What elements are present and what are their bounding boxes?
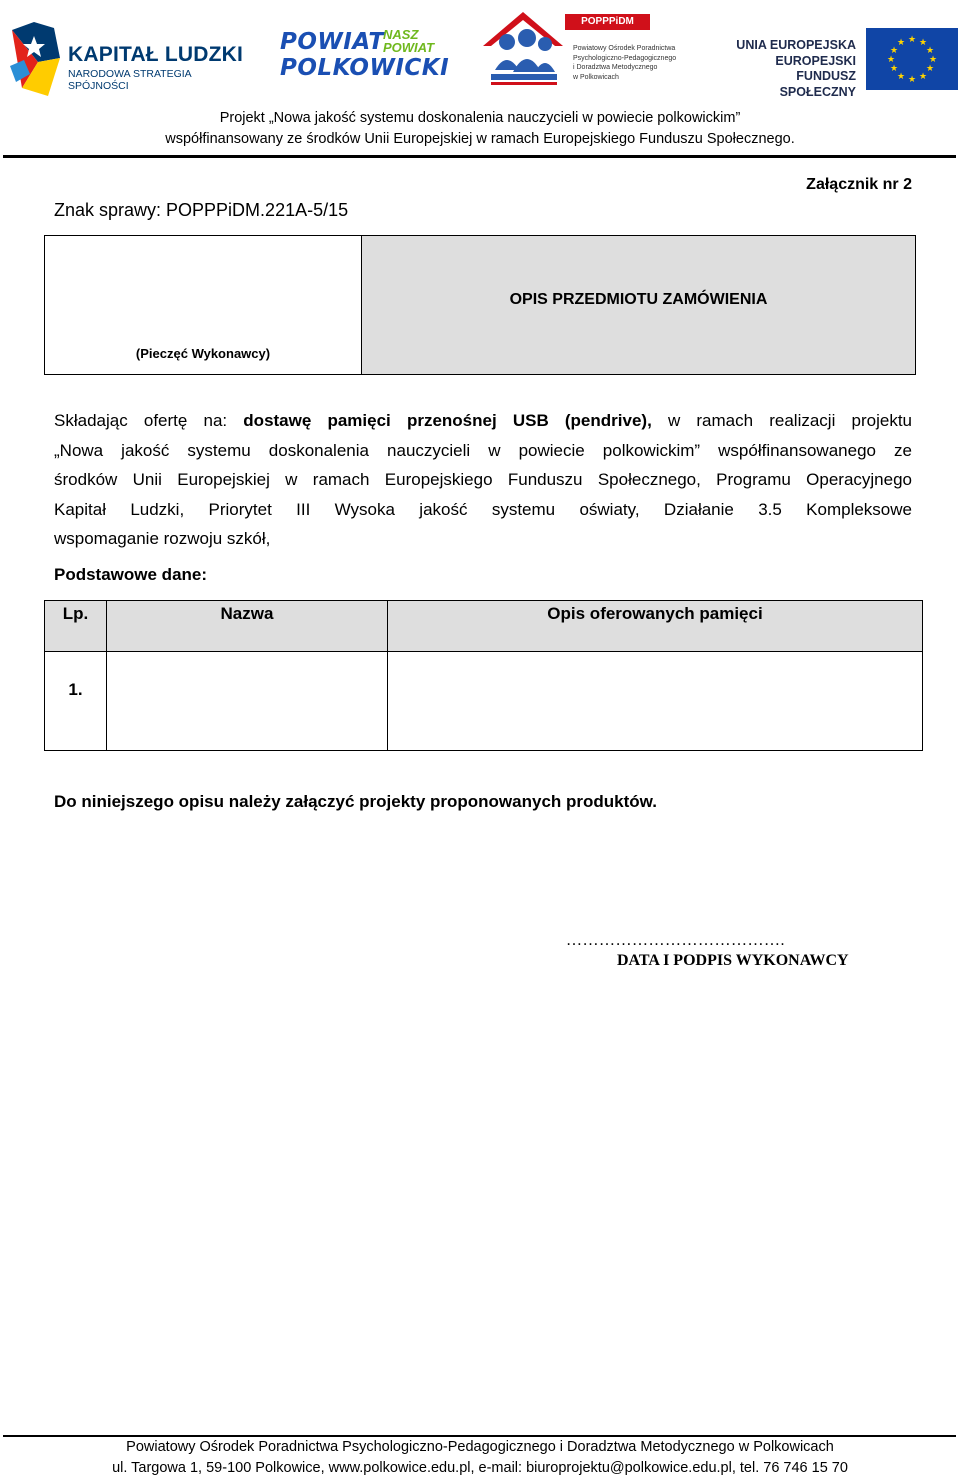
svg-text:★: ★ [889, 46, 899, 56]
column-header-name: Nazwa [220, 604, 274, 623]
powiat-second: POWIAT [383, 40, 435, 55]
poppidm-description [573, 44, 678, 82]
kapital-ludzki-star-icon [8, 18, 60, 98]
svg-text:★: ★ [889, 64, 899, 74]
poppidm-emblem-icon [483, 10, 563, 90]
paragraph-line [54, 406, 912, 436]
name-cell[interactable] [107, 652, 387, 750]
powiat-polkowicki-logo [280, 27, 450, 84]
row-number: 1. [68, 680, 83, 699]
polkowicki-word: POLKOWICKI [280, 55, 450, 81]
header-divider [3, 155, 956, 158]
eu-social-fund-logo [728, 28, 960, 99]
project-cofinance-line: współfinansowany ze środków Unii Europejskiej w ramach Europejskiego Funduszu Społecznego. [165, 131, 795, 147]
svg-text:★: ★ [925, 46, 935, 56]
paragraph-text: w ramach realizacji projektu [651, 411, 913, 430]
poppidm-banner: POPPPiDM [565, 14, 650, 30]
poppidm-line: Psychologiczno-Pedagogicznego [573, 54, 677, 62]
column-header-description: Opis oferowanych pamięci [547, 604, 763, 623]
poppidm-line: w Polkowicach [573, 73, 619, 81]
svg-text:★: ★ [918, 38, 928, 48]
powiat-word: POWIAT [280, 29, 385, 55]
items-table [44, 600, 923, 751]
footer-divider [3, 1435, 956, 1437]
paragraph-subject: dostawę pamięci przenośnej USB (pendrive), [243, 411, 652, 430]
paragraph-line: środków Unii Europejskiej w ramach Europejskiego Funduszu Społecznego, Programu Operacyjnego [54, 470, 912, 489]
document-title: OPIS PRZEDMIOTU ZAMÓWIENIA [509, 291, 768, 308]
stamp-label: (Pieczęć Wykonawcy) [135, 346, 271, 361]
svg-text:★: ★ [907, 35, 917, 45]
eu-flag-icon [866, 28, 958, 90]
offer-paragraph [54, 406, 912, 554]
powiat-nasz: NASZ [383, 27, 419, 42]
header-table [44, 235, 916, 375]
attachment-label: Załącznik nr 2 [806, 176, 912, 193]
kapital-ludzki-logo [8, 18, 253, 98]
footer-institution: Powiatowy Ośrodek Poradnictwa Psychologiczno-Pedagogicznego i Doradztwa Metodycznego w Polkowicach [126, 1439, 834, 1455]
svg-text:★: ★ [886, 55, 896, 65]
paragraph-line: wspomaganie rozwoju szkół, [54, 529, 271, 548]
svg-text:★: ★ [928, 55, 938, 65]
eu-line: FUNDUSZ SPOŁECZNY [779, 69, 856, 99]
paragraph-line: „Nowa jakość systemu doskonalenia nauczycieli w powiecie polkowickim” współfinansowanego ze [54, 440, 912, 460]
case-sign: Znak sprawy: POPPPiDM.221A-5/15 [54, 200, 349, 220]
eu-line: EUROPEJSKI [775, 53, 856, 68]
kapital-ludzki-title: KAPITAŁ LUDZKI [68, 43, 244, 66]
poppidm-line: Powiatowy Ośrodek Poradnictwa [573, 45, 676, 52]
svg-text:★: ★ [925, 64, 935, 74]
footer-contact: ul. Targowa 1, 59-100 Polkowice, www.polkowice.edu.pl, e-mail: biuroprojektu@polkowice.edu.pl, tel. 76 746 15 70 [112, 1460, 848, 1476]
eu-text [728, 38, 856, 100]
attachment-note: Do niniejszego opisu należy załączyć projekty proponowanych produktów. [54, 792, 657, 811]
paragraph-text: Składając ofertę na: [54, 411, 244, 430]
description-cell[interactable] [388, 652, 922, 750]
signature-label: DATA I PODPIS WYKONAWCY [617, 952, 849, 969]
kapital-ludzki-subtitle: NARODOWA STRATEGIA SPÓJNOŚCI [68, 68, 192, 92]
svg-text:★: ★ [907, 75, 917, 85]
eu-line: UNIA EUROPEJSKA [736, 38, 856, 52]
svg-text:★: ★ [896, 38, 906, 48]
signature-line: …………………………………. [566, 932, 785, 949]
poppidm-logo [483, 4, 678, 92]
poppidm-line: i Doradztwa Metodycznego [573, 64, 658, 71]
basic-data-heading: Podstawowe dane: [54, 565, 208, 584]
project-title-line: Projekt „Nowa jakość systemu doskonalenia nauczycieli w powiecie polkowickim” [219, 110, 741, 126]
column-header-lp: Lp. [62, 604, 89, 623]
svg-text:★: ★ [896, 72, 906, 82]
svg-text:★: ★ [918, 72, 928, 82]
paragraph-line: Kapitał Ludzki, Priorytet III Wysoka jakość systemu oświaty, Działanie 3.5 Kompleksowe [54, 499, 912, 519]
